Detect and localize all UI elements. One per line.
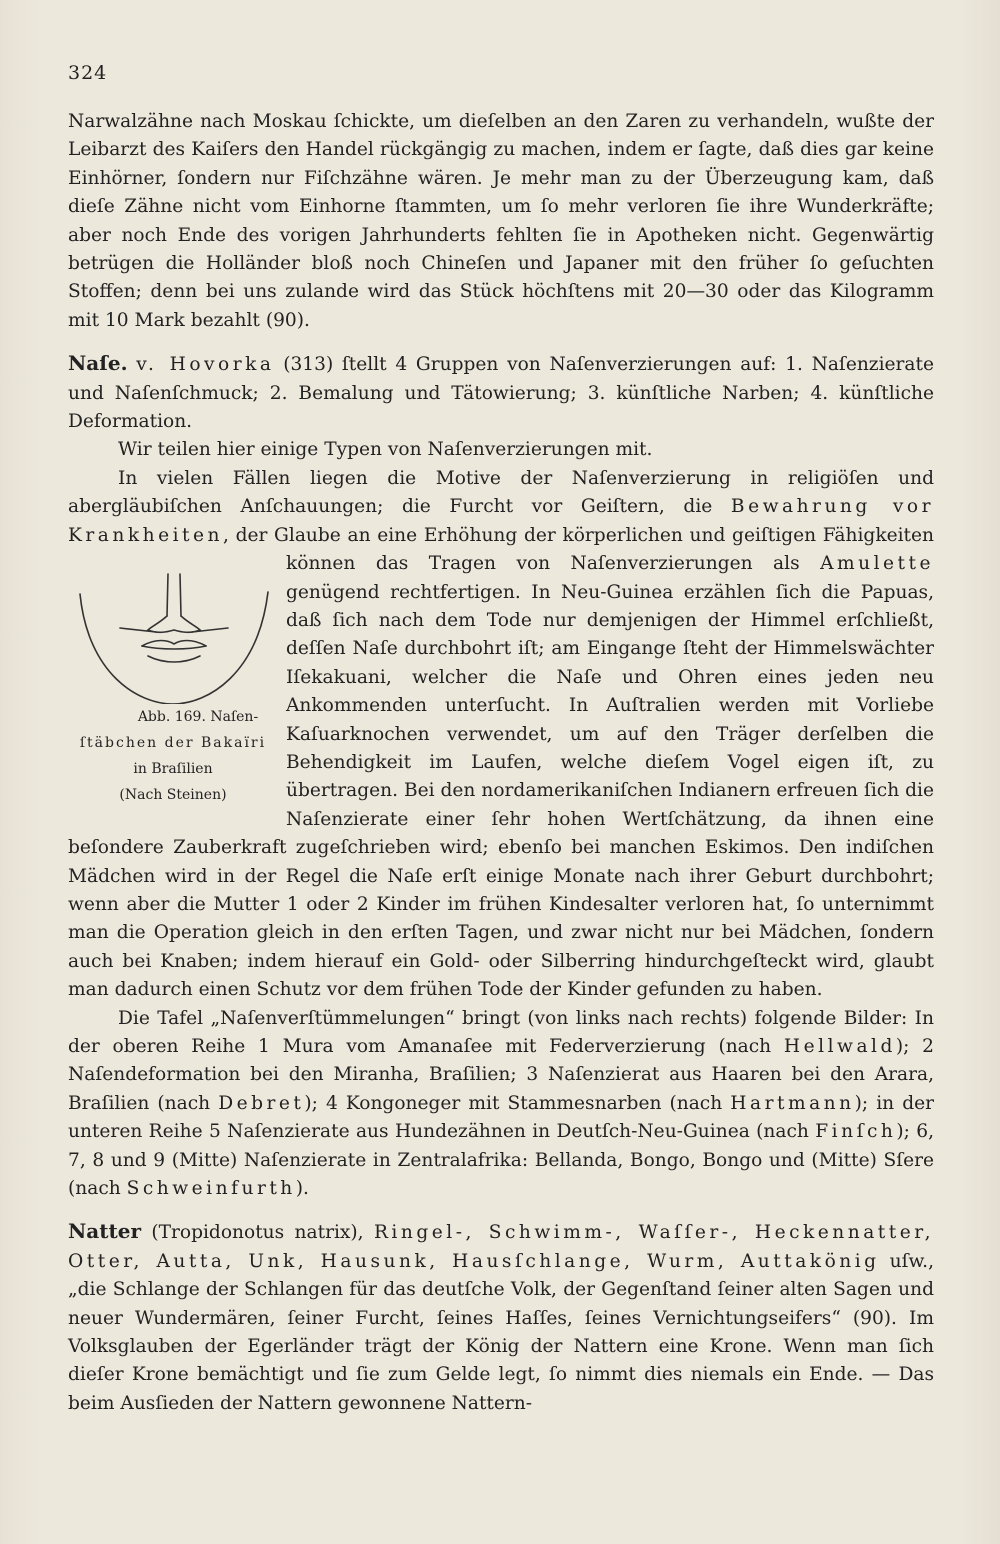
caption-line-3: in Braſilien	[133, 761, 213, 778]
paragraph-natter	[68, 1217, 934, 1418]
tafel-f: Hartmann	[730, 1092, 855, 1114]
paragraph-nase	[68, 349, 934, 436]
natter-c: uſw., „die Schlange der Schlangen für das deutſche Volk, der Gegenſtand ſeiner alten Sagen und neuer Wundermären, ſeiner Furcht, ſeines Haſſes, ſeines Vernichtungseifers“ (90). Im Volksglauben der Egerländer trägt der König der Nattern eine Krone. Wenn man ſich dieſer Krone bemächtigt und ſie zum Gelde legt, ſo nimmt dies niemals ein Ende. — Das beim Ausſieden der Nattern gewonnene Nattern-	[68, 1250, 935, 1414]
page-number: 324	[68, 62, 108, 84]
nose-sticks-illustration	[68, 564, 278, 704]
body-text	[68, 108, 934, 1418]
paragraph-motive	[68, 465, 934, 1005]
tafel-b: Hellwald	[783, 1036, 896, 1057]
motive-text-a: In vielen Fällen liegen die Motive der Naſenverzierung in religiöſen und abergläubiſchen Anſchauungen; die Furcht vor Geiſtern, die	[68, 467, 934, 518]
caption-line-2: ſtäbchen der Bakaïri	[79, 735, 267, 752]
tafel-a: Die Tafel „Naſenverſtümmelungen“ bringt (von links nach rechts) folgende Bilder: In der oberen Reihe 1 Mura vom Amanaſee mit Federverzierung (nach	[68, 1007, 934, 1057]
motive-spaced-d: Amulette	[820, 553, 934, 575]
tafel-h: Finſch	[815, 1121, 897, 1143]
tafel-c: ); 2 Naſendeformation bei den Miranha, Braſilien; 3 Naſenzierat aus Haaren bei den Arara, Braſilien (nach	[68, 1036, 935, 1114]
motive-spaced-b: Bewahrung vor Krankheiten	[68, 496, 934, 546]
tafel-e: ); 4 Kongoneger mit Stammesnarben (nach	[304, 1092, 731, 1114]
motive-text-e: genügend rechtfertigen. In Neu-Guinea erzählen ſich die Papuas, daß ſich nach dem Tode nur demjenigen der Himmel erſchließt, deſſen Naſe durchbohrt iſt; am Eingange ſteht der Himmelswächter Iſekakuani, welcher die Naſe und Ohren eines jeden neu Ankommenden unterſucht. In Auſtralien werden mit Vorliebe Kaſuarknochen verwendet, um auf den Träger derſelben die Behendigkeit im Laufen, welche dieſem Vogel eigen iſt, zu übertragen. Bei den nordamerikaniſchen Indianern erfreuen ſich die Naſenzierate einer ſehr hohen Wertſchätzung, da ihnen eine beſondere Zauberkraft zugeſchrieben wird; ebenſo bei manchen Eskimos. Den indiſchen Mädchen wird in der Regel die Naſe erſt einige Monate nach ihrer Geburt durchbohrt; wenn aber die Mutter 1 oder 2 Kinder im frühen Kindesalter verloren hat, ſo unternimmt man die Operation gleich in den erſten Tagen, und zwar nicht nur bei Mädchen, ſondern auch bei Knaben; indem hierauf ein Gold- oder Silberring hindurchgeſteckt wird, glaubt man dadurch einen Schutz vor dem frühen Tode der Kinder gefunden zu haben.	[68, 581, 934, 1001]
nase-text: (313) ſtellt 4 Gruppen von Naſenverzierungen auf: 1. Naſenzierate und Naſenſchmuck; 2. Bemalung und Tätowierung; 3. künſtliche Narben; 4. künſtliche Deformation.	[68, 354, 934, 433]
caption-line-1: Abb. 169. Naſen-	[137, 709, 259, 726]
tafel-i: ); 6, 7, 8 und 9 (Mitte) Naſenzierate in Zentralafrika: Bellanda, Bongo, Bongo und (Mitte) Sſere (nach	[68, 1121, 934, 1200]
paragraph-tafel	[68, 1005, 934, 1204]
figure-caption	[68, 704, 278, 808]
paragraph-narwal: Narwalzähne nach Moskau ſchickte, um dieſelben an den Zaren zu verhandeln, wußte der Leibarzt des Kaiſers den Handel rückgängig zu machen, indem er ſagte, daß dies gar keine Einhörner, ſondern nur Fiſchzähne wären. Je mehr man zu der Überzeugung kam, daß dieſe Zähne nicht vom Einhorne ſtammten, um ſo mehr verloren ſie ihre Wunderkräfte; aber noch Ende des vorigen Jahrhunderts fehlten ſie in Apotheken nicht. Gegenwärtig betrügen die Holländer bloß noch Chineſen und Japaner mit den früher ſo geſuchten Stoffen; denn bei uns zulande wird das Stück höchſtens mit 20—30 oder das Kilogramm mit 10 Mark bezahlt (90).	[68, 111, 934, 331]
motive-text-c: , der Glaube an eine Erhöhung der körperlichen und geiſtigen Fähigkeiten können das Tragen von Naſenverzierungen als	[222, 524, 934, 575]
entry-heading-nase: Naſe.	[68, 351, 128, 376]
figure-169	[68, 552, 278, 830]
paragraph-types: Wir teilen hier einige Typen von Naſenverzierungen mit.	[118, 439, 653, 461]
tafel-g: ); in der unteren Reihe 5 Naſenzierate aus Hundezähnen in Deutſch-Neu-Guinea (nach	[68, 1092, 934, 1143]
natter-a: (Tropidonotus natrix),	[140, 1222, 374, 1244]
author-hovorka: v. Hovorka	[136, 354, 275, 376]
natter-names: Ringel-, Schwimm-, Waſſer-, Heckennatter, Otter, Autta, Unk, Hausunk, Hausſchlange, Wurm, Auttakönig	[68, 1222, 935, 1272]
caption-line-4: (Nach Steinen)	[119, 787, 227, 804]
tafel-k: ).	[295, 1178, 309, 1200]
tafel-j: Schweinfurth	[126, 1178, 296, 1200]
entry-heading-natter: Natter	[68, 1219, 141, 1244]
tafel-d: Debret	[218, 1092, 305, 1114]
